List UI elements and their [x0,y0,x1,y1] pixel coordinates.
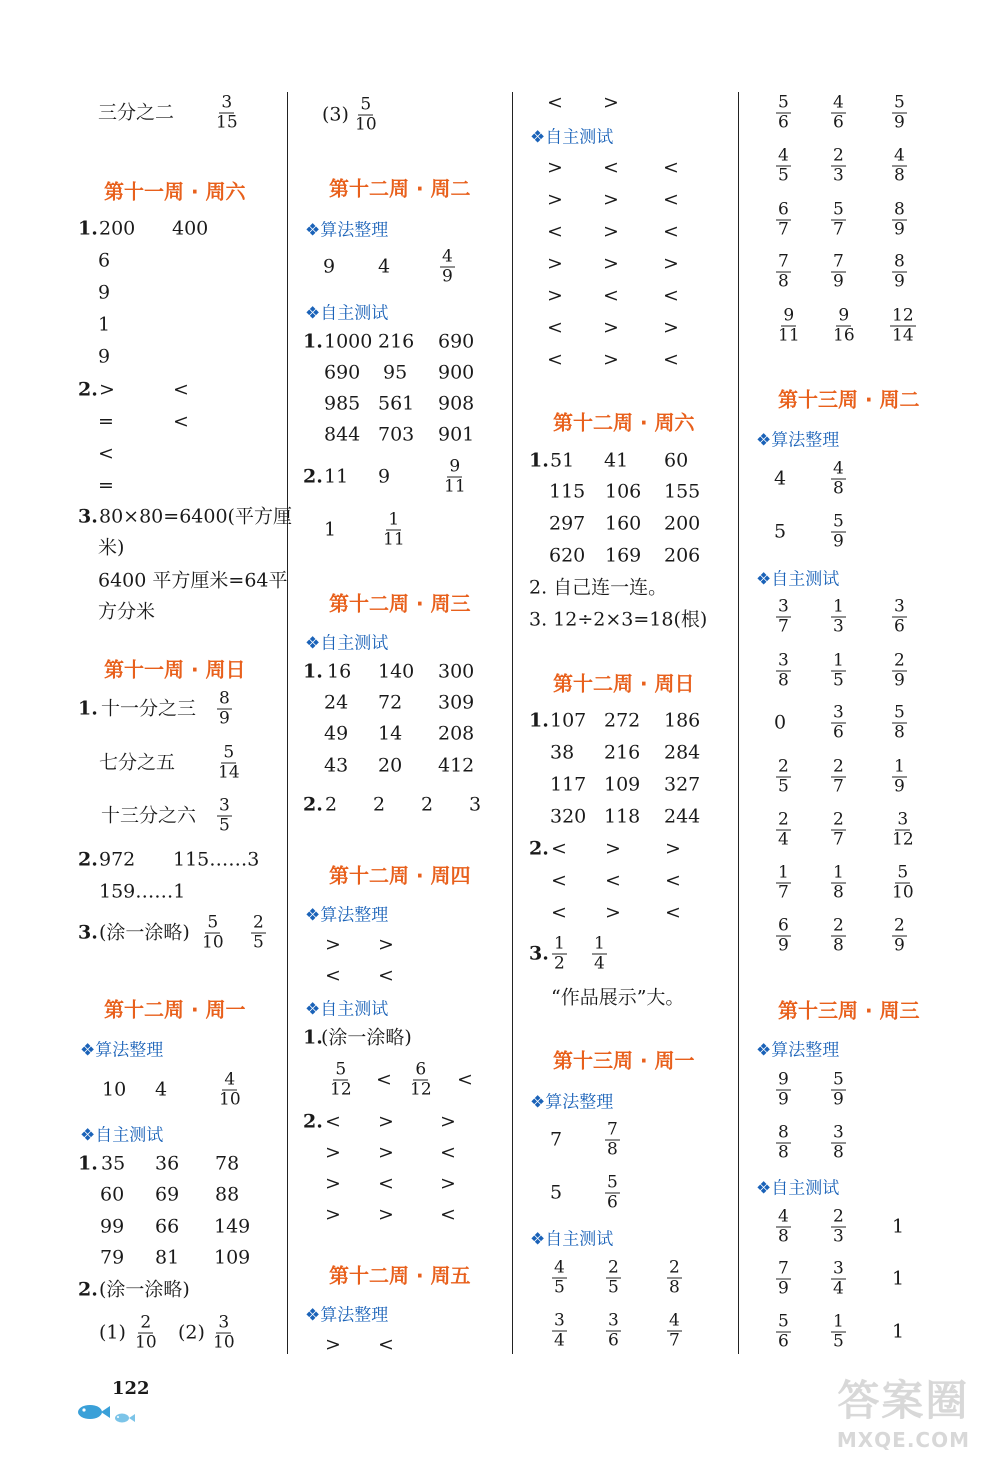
fraction: $\frac{1}{2}$ [554,933,565,974]
question-number: 1. [303,330,323,353]
answer: (2) [178,1321,205,1344]
fraction: $\frac{1}{4}$ [594,933,605,974]
answer: 155 [664,480,701,503]
question-number: 2. [303,465,323,488]
answer: > [378,1141,394,1164]
fraction: $\frac{2}{8}$ [669,1257,680,1298]
answer: 972 [99,848,136,871]
fraction: $\frac{3}{7}$ [778,596,789,637]
fraction: $\frac{3}{8}$ [833,1122,844,1163]
fraction: $\frac{1}{5}$ [833,1311,844,1352]
answer: < [378,1333,394,1356]
fraction: $\frac{5}{14}$ [218,742,240,783]
answer: (涂一涂略) [99,1278,190,1301]
answer: 35 [101,1152,126,1175]
answer: = [98,474,114,497]
answer: > [378,1203,394,1226]
answer: < [547,348,563,371]
fraction: $\frac{8}{9}$ [219,688,230,729]
subheading: ❖自主测试 [305,303,389,324]
fraction: $\frac{6}{9}$ [778,915,789,956]
answer: < [325,1110,341,1133]
answer: > [663,316,679,339]
answer: 208 [438,722,475,745]
answer: 79 [100,1246,125,1269]
fraction: $\frac{1}{7}$ [778,862,789,903]
answer: < [663,348,679,371]
fraction: $\frac{8}{9}$ [894,199,905,240]
subheading: ❖算法整理 [530,1092,614,1113]
page-number: 122 [112,1378,150,1399]
answer: < [378,1172,394,1195]
answer: > [603,91,619,114]
fraction: $\frac{3}{4}$ [554,1310,565,1351]
answer: < [440,1141,456,1164]
fraction: $\frac{6}{7}$ [778,199,789,240]
answer: 七分之五 [99,751,176,774]
answer: 60 [664,449,689,472]
answer: “作品展示”大。 [551,986,685,1009]
answer: 43 [324,754,349,777]
fraction: $\frac{5}{12}$ [330,1059,352,1100]
fish-icon [74,1398,138,1428]
section-heading: 第十二周 · 周六 [553,410,695,435]
answer: 900 [438,361,475,384]
answer: 149 [214,1215,251,1238]
fraction: $\frac{2}{5}$ [253,912,264,953]
answer: 327 [664,773,701,796]
answer: < [551,837,567,860]
answer: 95 [383,361,408,384]
fraction: $\frac{3}{6}$ [894,596,905,637]
question-number: 2. [78,848,98,871]
fraction: $\frac{2}{3}$ [833,145,844,186]
question-number: 2. [78,1278,98,1301]
answer: 1 [892,1215,905,1238]
fraction: $\frac{7}{8}$ [607,1119,618,1160]
fraction: $\frac{5}{9}$ [833,511,844,552]
answer: 908 [438,392,475,415]
fraction: $\frac{5}{9}$ [894,92,905,133]
subheading: ❖自主测试 [305,999,389,1020]
answer: > [325,1141,341,1164]
fraction: $\frac{2}{7}$ [833,756,844,797]
answer: 2 [421,793,434,816]
answer: 117 [550,773,587,796]
answer: 6 [98,249,111,272]
fraction: $\frac{5}{10}$ [355,94,377,135]
answer: > [378,1110,394,1133]
subheading: ❖算法整理 [305,905,389,926]
answer: 244 [664,805,701,828]
question-number: 1. [78,1152,98,1175]
fraction: $\frac{4}{8}$ [778,1206,789,1247]
answer: 十一分之三 [101,697,197,720]
fraction: $\frac{1}{9}$ [894,756,905,797]
answer: 1 [892,1267,905,1290]
answer: 690 [324,361,361,384]
answer: < [665,901,681,924]
fraction: $\frac{5}{9}$ [833,1069,844,1110]
watermark-url: MXQE.COM [836,1428,970,1452]
answer: > [325,933,341,956]
answer: 20 [378,754,403,777]
answer: 36 [155,1152,180,1175]
section-heading: 第十三周 · 周二 [778,387,920,412]
answer: 38 [550,741,575,764]
answer: < [547,220,563,243]
question-number: 3. [78,505,98,528]
answer: 186 [664,709,701,732]
answer: 412 [438,754,475,777]
subheading: ❖算法整理 [80,1040,164,1061]
answer: 80×80=6400(平方厘 [99,505,292,528]
fraction: $\frac{2}{3}$ [833,1206,844,1247]
answer: > [665,837,681,860]
answer: 561 [378,392,415,415]
answer: 1 [892,1320,905,1343]
section-heading: 第十二周 · 周五 [329,1263,471,1288]
fraction: $\frac{7}{8}$ [778,251,789,292]
section-heading: 第十二周 · 周日 [553,671,695,696]
answer: 109 [214,1246,251,1269]
fraction: $\frac{4}{9}$ [442,246,453,287]
answer: 159……1 [99,880,186,903]
answer: 109 [604,773,641,796]
fraction: $\frac{3}{8}$ [778,650,789,691]
answer: (涂一涂略) [321,1026,412,1049]
answer: 9 [98,345,111,368]
fraction: $\frac{2}{7}$ [833,809,844,850]
answer: 3 [469,793,482,816]
fraction: $\frac{3}{4}$ [833,1258,844,1299]
answer: (涂一涂略) [99,921,190,944]
answer: 284 [664,741,701,764]
section-heading: 第十三周 · 周三 [778,998,920,1023]
answer: 方分米 [98,600,156,623]
answer: < [663,156,679,179]
answer: 985 [324,392,361,415]
answer: 5 [774,520,787,543]
answer: 88 [215,1183,240,1206]
section-heading: 第十二周 · 周三 [329,591,471,616]
column-divider [738,92,739,1354]
answer: 41 [604,449,629,472]
answer: 1 [98,313,111,336]
answer: < [603,156,619,179]
answer: 99 [100,1215,125,1238]
answer: < [440,1203,456,1226]
column-divider [512,92,513,1354]
answer: 320 [550,805,587,828]
answer: 206 [664,544,701,567]
answer: 81 [155,1246,180,1269]
subheading: ❖自主测试 [530,127,614,148]
subheading: ❖算法整理 [305,1305,389,1326]
answer: 309 [438,691,475,714]
answer: 115 [549,480,586,503]
fraction: $\frac{5}{7}$ [833,199,844,240]
fraction: $\frac{5}{10}$ [892,862,914,903]
answer: > [547,252,563,275]
answer: 703 [378,423,415,446]
question-number: 1. [78,697,98,720]
section-heading: 第十二周 · 周四 [329,863,471,888]
section-heading: 第十一周 · 周日 [104,657,246,682]
answer: < [547,91,563,114]
fraction: $\frac{4}{8}$ [894,145,905,186]
answer: < [173,378,189,401]
answer: 1000 [324,330,373,353]
answer: 690 [438,330,475,353]
answer: 66 [155,1215,180,1238]
answer: < [663,284,679,307]
column-divider [287,92,288,1354]
fraction: $\frac{7}{9}$ [778,1258,789,1299]
answer: 24 [324,691,349,714]
answer: 2 [325,793,338,816]
fraction: $\frac{9}{11}$ [778,305,800,346]
answer: = [98,410,114,433]
answer: < [173,410,189,433]
section-heading: 第十三周 · 周一 [553,1048,695,1073]
answer: 400 [172,217,209,240]
answer: (3) [322,103,349,126]
answer: < [378,964,394,987]
answer: 200 [99,217,136,240]
answer: 7 [550,1128,563,1151]
fraction: $\frac{2}{4}$ [778,809,789,850]
answer: 49 [324,722,349,745]
subheading: ❖自主测试 [530,1229,614,1250]
answer: > [603,252,619,275]
fraction: $\frac{12}{14}$ [892,305,914,346]
answer: 620 [549,544,586,567]
answer: 1 [324,518,337,541]
answer: > [605,901,621,924]
answer: < [605,869,621,892]
answer: 9 [323,255,336,278]
answer: > [547,156,563,179]
answer: 米) [98,536,125,559]
answer: > [325,1203,341,1226]
question-number: 1. [303,660,323,683]
fraction: $\frac{6}{12}$ [410,1059,432,1100]
fraction: $\frac{1}{3}$ [833,596,844,637]
fraction: $\frac{5}{6}$ [607,1172,618,1213]
answer: 9 [378,465,391,488]
fraction: $\frac{3}{6}$ [608,1310,619,1351]
answer: 十三分之六 [101,804,197,827]
answer: 160 [605,512,642,535]
answer: 216 [604,741,641,764]
fraction: $\frac{3}{5}$ [219,795,230,836]
answer: 901 [438,423,475,446]
fraction: $\frac{3}{10}$ [213,1312,235,1353]
answer: 2. 自己连一连。 [529,576,668,599]
answer: 4 [774,467,787,490]
answer: < [457,1068,473,1091]
answer: < [325,964,341,987]
fraction: $\frac{2}{10}$ [135,1312,157,1353]
answer: 3. 12÷2×3=18(根) [529,608,708,631]
answer: 11 [324,465,349,488]
question-number: 2. [303,793,323,816]
answer: < [663,220,679,243]
answer: > [603,188,619,211]
question-number: 1. [529,449,549,472]
answer: 6400 平方厘米=64平 [98,569,288,592]
question-number: 3. [529,942,549,965]
question-number: 2. [303,1110,323,1133]
fraction: $\frac{2}{5}$ [608,1257,619,1298]
answer: < [551,901,567,924]
fraction: $\frac{2}{9}$ [894,915,905,956]
fraction: $\frac{9}{11}$ [444,456,466,497]
subheading: ❖算法整理 [305,220,389,241]
answer: > [99,378,115,401]
answer: 140 [378,660,415,683]
answer: > [440,1172,456,1195]
fraction: $\frac{3}{6}$ [833,702,844,743]
answer: 297 [549,512,586,535]
answer: 0 [774,711,787,734]
fraction: $\frac{2}{9}$ [894,650,905,691]
fraction: $\frac{9}{9}$ [778,1069,789,1110]
answer-text: 三分之二 [98,101,175,124]
answer: < [98,442,114,465]
question-number: 1. [78,217,98,240]
fraction: $\frac{7}{9}$ [833,251,844,292]
question-number: 2. [78,378,98,401]
fraction: $\frac{4}{5}$ [554,1257,565,1298]
fraction: $\frac{1}{8}$ [833,862,844,903]
subheading: ❖自主测试 [80,1125,164,1146]
subheading: ❖自主测试 [756,1178,840,1199]
answer: 16 [327,660,352,683]
answer: > [605,837,621,860]
fraction: $\frac{5}{10}$ [202,912,224,953]
section-heading: 第十一周 · 周六 [104,179,246,204]
answer: 118 [604,805,641,828]
answer: 844 [324,423,361,446]
fraction: $\frac{8}{9}$ [894,251,905,292]
answer: > [603,348,619,371]
answer: > [547,188,563,211]
fraction: $\frac{8}{8}$ [778,1122,789,1163]
question-number: 1. [529,709,549,732]
answer: < [551,869,567,892]
question-number: 3. [78,921,98,944]
question-number: 1. [303,1026,323,1049]
fraction: $\frac{1}{5}$ [833,650,844,691]
section-heading: 第十二周 · 周一 [104,997,246,1022]
answer: > [663,252,679,275]
fraction: $\frac{5}{8}$ [894,702,905,743]
answer: 10 [102,1078,127,1101]
fraction: $\frac{5}{6}$ [778,92,789,133]
subheading: ❖算法整理 [756,1040,840,1061]
watermark [837,1368,970,1452]
answer: 69 [155,1183,180,1206]
fraction: $\frac{4}{10}$ [219,1069,241,1110]
fraction: $\frac{2}{5}$ [778,756,789,797]
fraction: $\frac{4}{8}$ [833,458,844,499]
fraction: $\frac{9}{16}$ [833,305,855,346]
answer: < [603,284,619,307]
answer: 4 [378,255,391,278]
watermark-text: 答案圈 [837,1376,970,1425]
answer: 14 [378,722,403,745]
answer: 115……3 [173,848,260,871]
answer: > [325,1172,341,1195]
subheading: ❖算法整理 [756,430,840,451]
answer: 2 [373,793,386,816]
answer: < [547,316,563,339]
fraction: $\frac{4}{5}$ [778,145,789,186]
fraction: $\frac{5}{6}$ [778,1311,789,1352]
answer: 169 [605,544,642,567]
answer: 300 [438,660,475,683]
fraction: $\frac{4}{7}$ [669,1310,680,1351]
answer: > [325,1333,341,1356]
answer: > [547,284,563,307]
fraction: $\frac{1}{11}$ [383,509,405,550]
answer: 216 [378,330,415,353]
answer: 5 [550,1181,563,1204]
fraction: $\frac{4}{6}$ [833,92,844,133]
answer: 107 [550,709,587,732]
answer: 272 [604,709,641,732]
subheading: ❖自主测试 [305,633,389,654]
answer: 51 [550,449,575,472]
answer: 200 [664,512,701,535]
fraction: $\frac{2}{8}$ [833,915,844,956]
answer: < [376,1068,392,1091]
answer: 60 [100,1183,125,1206]
subheading: ❖自主测试 [756,569,840,590]
answer: > [440,1110,456,1133]
answer: 106 [605,480,642,503]
answer: < [663,188,679,211]
answer: 4 [155,1078,168,1101]
answer: 72 [378,691,403,714]
answer: (1) [99,1321,126,1344]
answer: < [665,869,681,892]
fraction: $\frac{3}{15}$ [216,92,238,133]
section-heading: 第十二周 · 周二 [329,176,471,201]
answer: > [603,220,619,243]
fraction: $\frac{3}{12}$ [892,809,914,850]
answer: 78 [215,1152,240,1175]
answer: 9 [98,281,111,304]
question-number: 2. [529,837,549,860]
answer: > [603,316,619,339]
answer: > [378,933,394,956]
